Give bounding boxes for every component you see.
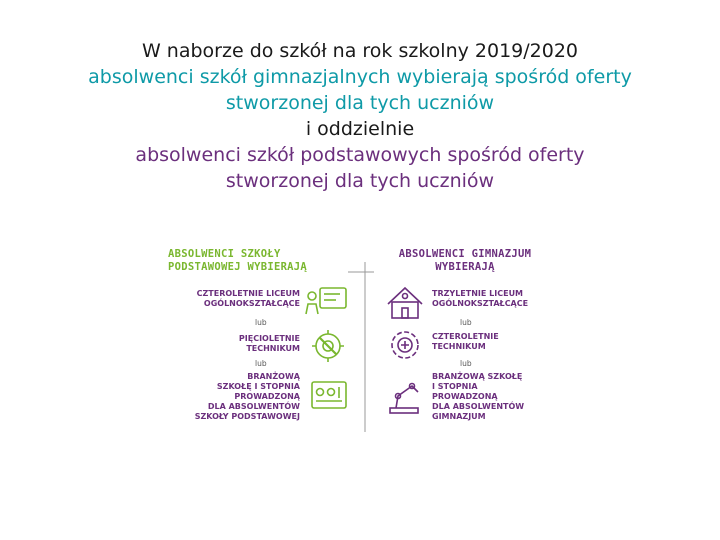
right-option-3: [432, 372, 562, 422]
school-choice-infographic: [160, 232, 560, 442]
heading-line-3: stworzonej dla tych uczniów: [225, 92, 495, 114]
left-header-line: ABSOLWENCI SZKOŁY: [168, 248, 281, 260]
heading-line-2: absolwenci szkół gimnazjalnych wybierają spośród oferty: [88, 66, 632, 88]
option-line: BRANŻOWĄ SZKOŁĘ: [432, 372, 523, 381]
gear-head-icon: [392, 332, 418, 358]
gear-wrench-icon: [312, 330, 344, 362]
option-line: PROWADZONĄ: [234, 392, 300, 401]
right-option-1: [432, 289, 562, 309]
option-line: SZKOŁY PODSTAWOWEJ: [194, 412, 300, 421]
heading-line-1: W naborze do szkół na rok szkolny 2019/2020: [141, 40, 579, 62]
separator-lub: lub: [460, 318, 472, 327]
separator-lub: lub: [460, 359, 472, 368]
separator-lub: lub: [255, 318, 267, 327]
option-line: GIMNAZJUM: [432, 412, 486, 421]
right-option-2: [432, 332, 562, 352]
option-line: DLA ABSOLWENTÓW: [432, 402, 525, 411]
option-line: I STOPNIA: [432, 382, 478, 391]
heading-line-4: i oddzielnie: [305, 118, 415, 140]
option-line: TRZYLETNIE LICEUM: [432, 289, 524, 298]
option-line: SZKOŁĘ I STOPNIA: [216, 382, 300, 391]
teacher-board-icon: [306, 288, 346, 314]
option-line: OGÓLNOKSZTAŁCĄCE: [203, 299, 300, 308]
option-line: TECHNIKUM: [432, 342, 486, 351]
school-building-icon: [388, 288, 422, 318]
right-header-line: WYBIERAJĄ: [435, 261, 495, 273]
left-option-1: [160, 289, 300, 309]
separator-lub: lub: [255, 359, 267, 368]
option-line: BRANŻOWĄ: [247, 372, 300, 381]
control-panel-icon: [312, 382, 346, 408]
right-header-line: ABSOLWENCI GIMNAZJUM: [398, 248, 532, 260]
robot-arm-icon: [390, 384, 418, 414]
left-option-3: [160, 372, 300, 422]
option-line: PIĘCIOLETNIE: [238, 334, 300, 343]
option-line: CZTEROLETNIE: [432, 332, 499, 341]
option-line: TECHNIKUM: [246, 344, 300, 353]
option-line: PROWADZONĄ: [432, 392, 498, 401]
heading: [0, 38, 720, 194]
option-line: OGÓLNOKSZTAŁCĄCE: [432, 299, 529, 308]
option-line: DLA ABSOLWENTÓW: [207, 402, 300, 411]
left-header-line: PODSTAWOWEJ WYBIERAJĄ: [168, 261, 308, 273]
left-option-2: [160, 334, 300, 354]
heading-line-6: stworzonej dla tych uczniów: [225, 170, 495, 192]
heading-line-5: absolwenci szkół podstawowych spośród oferty: [135, 144, 585, 166]
option-line: CZTEROLETNIE LICEUM: [196, 289, 300, 298]
